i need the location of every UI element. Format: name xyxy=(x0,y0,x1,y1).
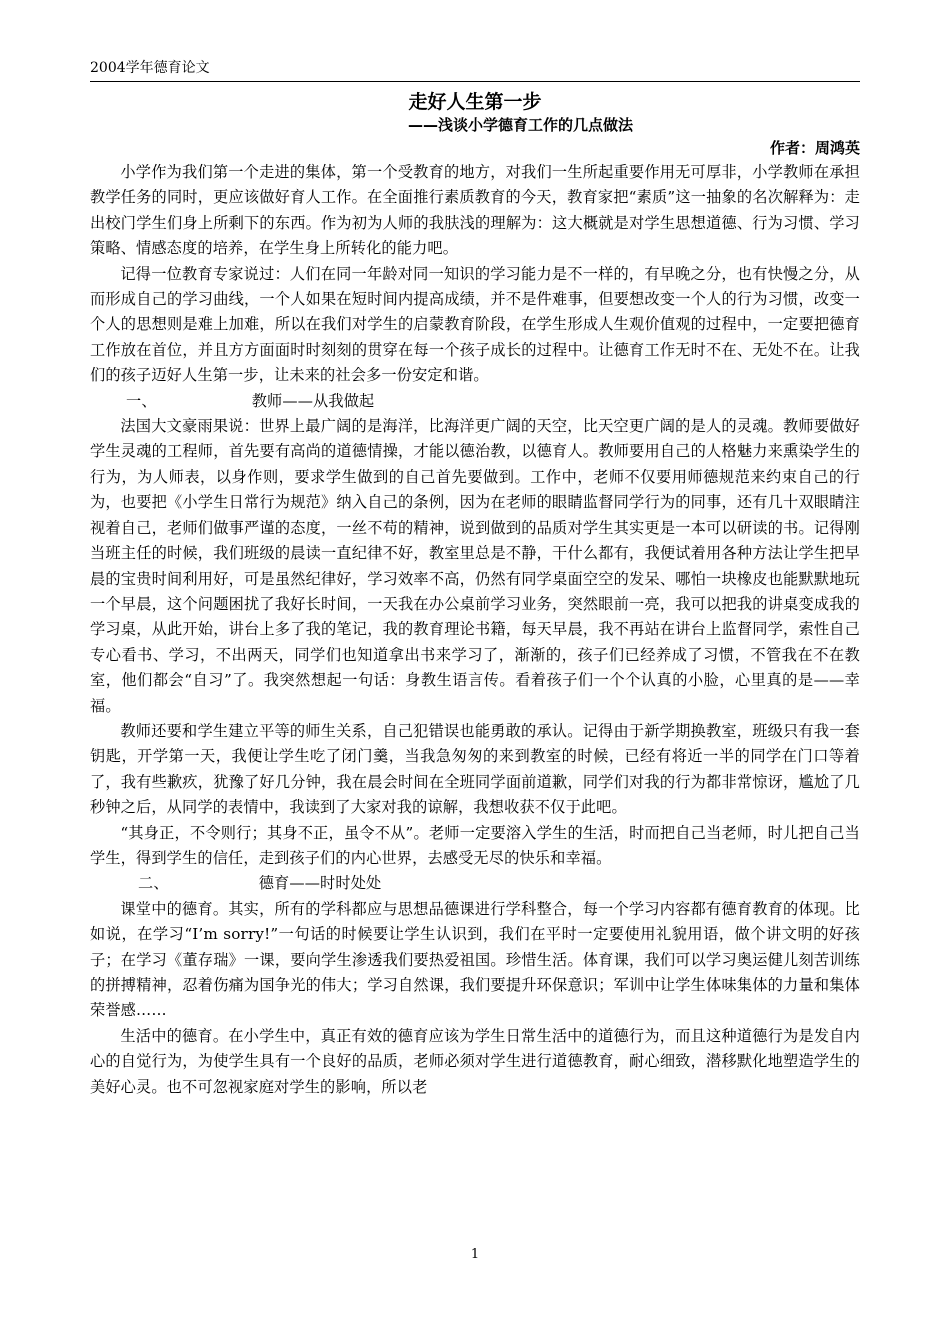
article-title: 走好人生第一步 xyxy=(408,91,542,113)
paragraph: 记得一位教育专家说过：人们在同一年龄对同一知识的学习能力是不一样的，有早晚之分，也有快慢之分，从而形成自己的学习曲线，一个人如果在短时间内提高成绩，并不是件难事，但要想改变一个人的行为习惯，改变一个人的思想则是难上加难，所以在我们对学生的启蒙教育阶段，在学生形成人生观价值观的过程中，一定要把德育工作放在首位，并且方方面面时时刻刻的贯穿在每一个孩子成长的过程中。让德育工作无时不在、无处不在。让我们的孩子迈好人生第一步，让未来的社会多一份安定和谐。 xyxy=(90,264,860,385)
article-subtitle: ——浅谈小学德育工作的几点做法 xyxy=(408,116,634,134)
running-header: 2004学年德育论文 xyxy=(90,58,860,82)
article-body xyxy=(90,160,860,1100)
section-title: 德育——时时处处 xyxy=(258,874,382,893)
paragraph: 生活中的德育。在小学生中，真正有效的德育应该为学生日常生活中的道德行为，而且这种道德行为是发自内心的自觉行为，为使学生具有一个良好的品质，老师必须对学生进行道德教育，耐心细致，潜移默化地塑造学生的美好心灵。也不可忽视家庭对学生的影响，所以老 xyxy=(90,1026,860,1096)
paragraph: 法国大文豪雨果说：世界上最广阔的是海洋，比海洋更广阔的天空，比天空更广阔的是人的灵魂。教师要做好学生灵魂的工程师，首先要有高尚的道德情操，才能以德治教，以德育人。教师要用自己的人格魅力来熏染学生的行为，为人师表，以身作则，要求学生做到的自己首先要做到。工作中，老师不仅要用师德规范来约束自己的行为，也要把《小学生日常行为规范》纳入自己的条例，因为在老师的眼睛监督同学行为的同事，还有几十双眼睛注视着自己，老师们做事严谨的态度，一丝不苟的精神，说到做到的品质对学生其实更是一本可以研读的书。记得刚当班主任的时候，我们班级的晨读一直纪律不好，教室里总是不静，干什么都有，我便试着用各种方法让学生把早晨的宝贵时间利用好，可是虽然纪律好，学习效率不高，仍然有同学桌面空空的发呆、哪怕一块橡皮也能默默地玩一个早晨，这个问题困扰了我好长时间，一天我在办公桌前学习业务，突然眼前一亮，我可以把我的讲桌变成我的学习桌，从此开始，讲台上多了我的笔记，我的教育理论书籍，每天早晨，我不再站在讲台上监督同学，索性自己专心看书、学习，不出两天，同学们也知道拿出书来学习了，渐渐的，孩子们已经养成了习惯，不管我在不在教室，他们都会“自习”了。我突然想起一句话：身教生语言传。看着孩子们一个个认真的小脸，心里真的是——幸福。 xyxy=(90,417,860,715)
paragraph: “其身正，不令则行；其身不正，虽令不从”。老师一定要溶入学生的生活，时而把自己当老师，时儿把自己当学生，得到学生的信任，走到孩子们的内心世界，去感受无尽的快乐和幸福。 xyxy=(90,823,860,867)
section-heading-1 xyxy=(90,389,860,414)
section-heading-2 xyxy=(90,871,860,896)
page-number: 1 xyxy=(470,1247,480,1262)
section-title: 教师——从我做起 xyxy=(251,391,375,410)
section-number: 二、 xyxy=(138,874,169,893)
section-number: 一、 xyxy=(126,391,157,410)
paragraph: 课堂中的德育。其实，所有的学科都应与思想品德课进行学科整合，每一个学习内容都有德育教育的体现。比如说，在学习“I’m sorry!”一句话的时候要让学生认识到，我们在平时一定要使用礼貌用语，做个讲文明的好孩子；在学习《董存瑞》一课，要向学生渗透我们要热爱祖国。珍惜生活。体育课，我们可以学习奥运健儿刻苦训练的拼搏精神，忍着伤痛为国争光的伟大；学习自然课，我们要提升环保意识；军训中让学生体味集体的力量和集体荣誉感…… xyxy=(90,899,860,1020)
paragraph: 教师还要和学生建立平等的师生关系，自己犯错误也能勇敢的承认。记得由于新学期换教室，班级只有我一套钥匙，开学第一天，我便让学生吃了闭门羹，当我急匆匆的来到教室的时候，已经有将近一半的同学在门口等着了，我有些歉疚，犹豫了好几分钟，我在晨会时间在全班同学面前道歉，同学们对我的行为都非常惊讶，尴尬了几秒钟之后，从同学的表情中，我读到了大家对我的谅解，我想收获不仅于此吧。 xyxy=(90,721,860,817)
author-line: 作者：周鸿英 xyxy=(769,139,860,157)
paragraph: 小学作为我们第一个走进的集体，第一个受教育的地方，对我们一生所起重要作用无可厚非，小学教师在承担教学任务的同时，更应该做好育人工作。在全面推行素质教育的今天，教育家把“素质”这一抽象的名次解释为：走出校门学生们身上所剩下的东西。作为初为人师的我肤浅的理解为：这大概就是对学生思想道德、行为习惯、学习策略、情感态度的培养，在学生身上所转化的能力吧。 xyxy=(90,163,860,258)
document-page xyxy=(90,58,860,1100)
